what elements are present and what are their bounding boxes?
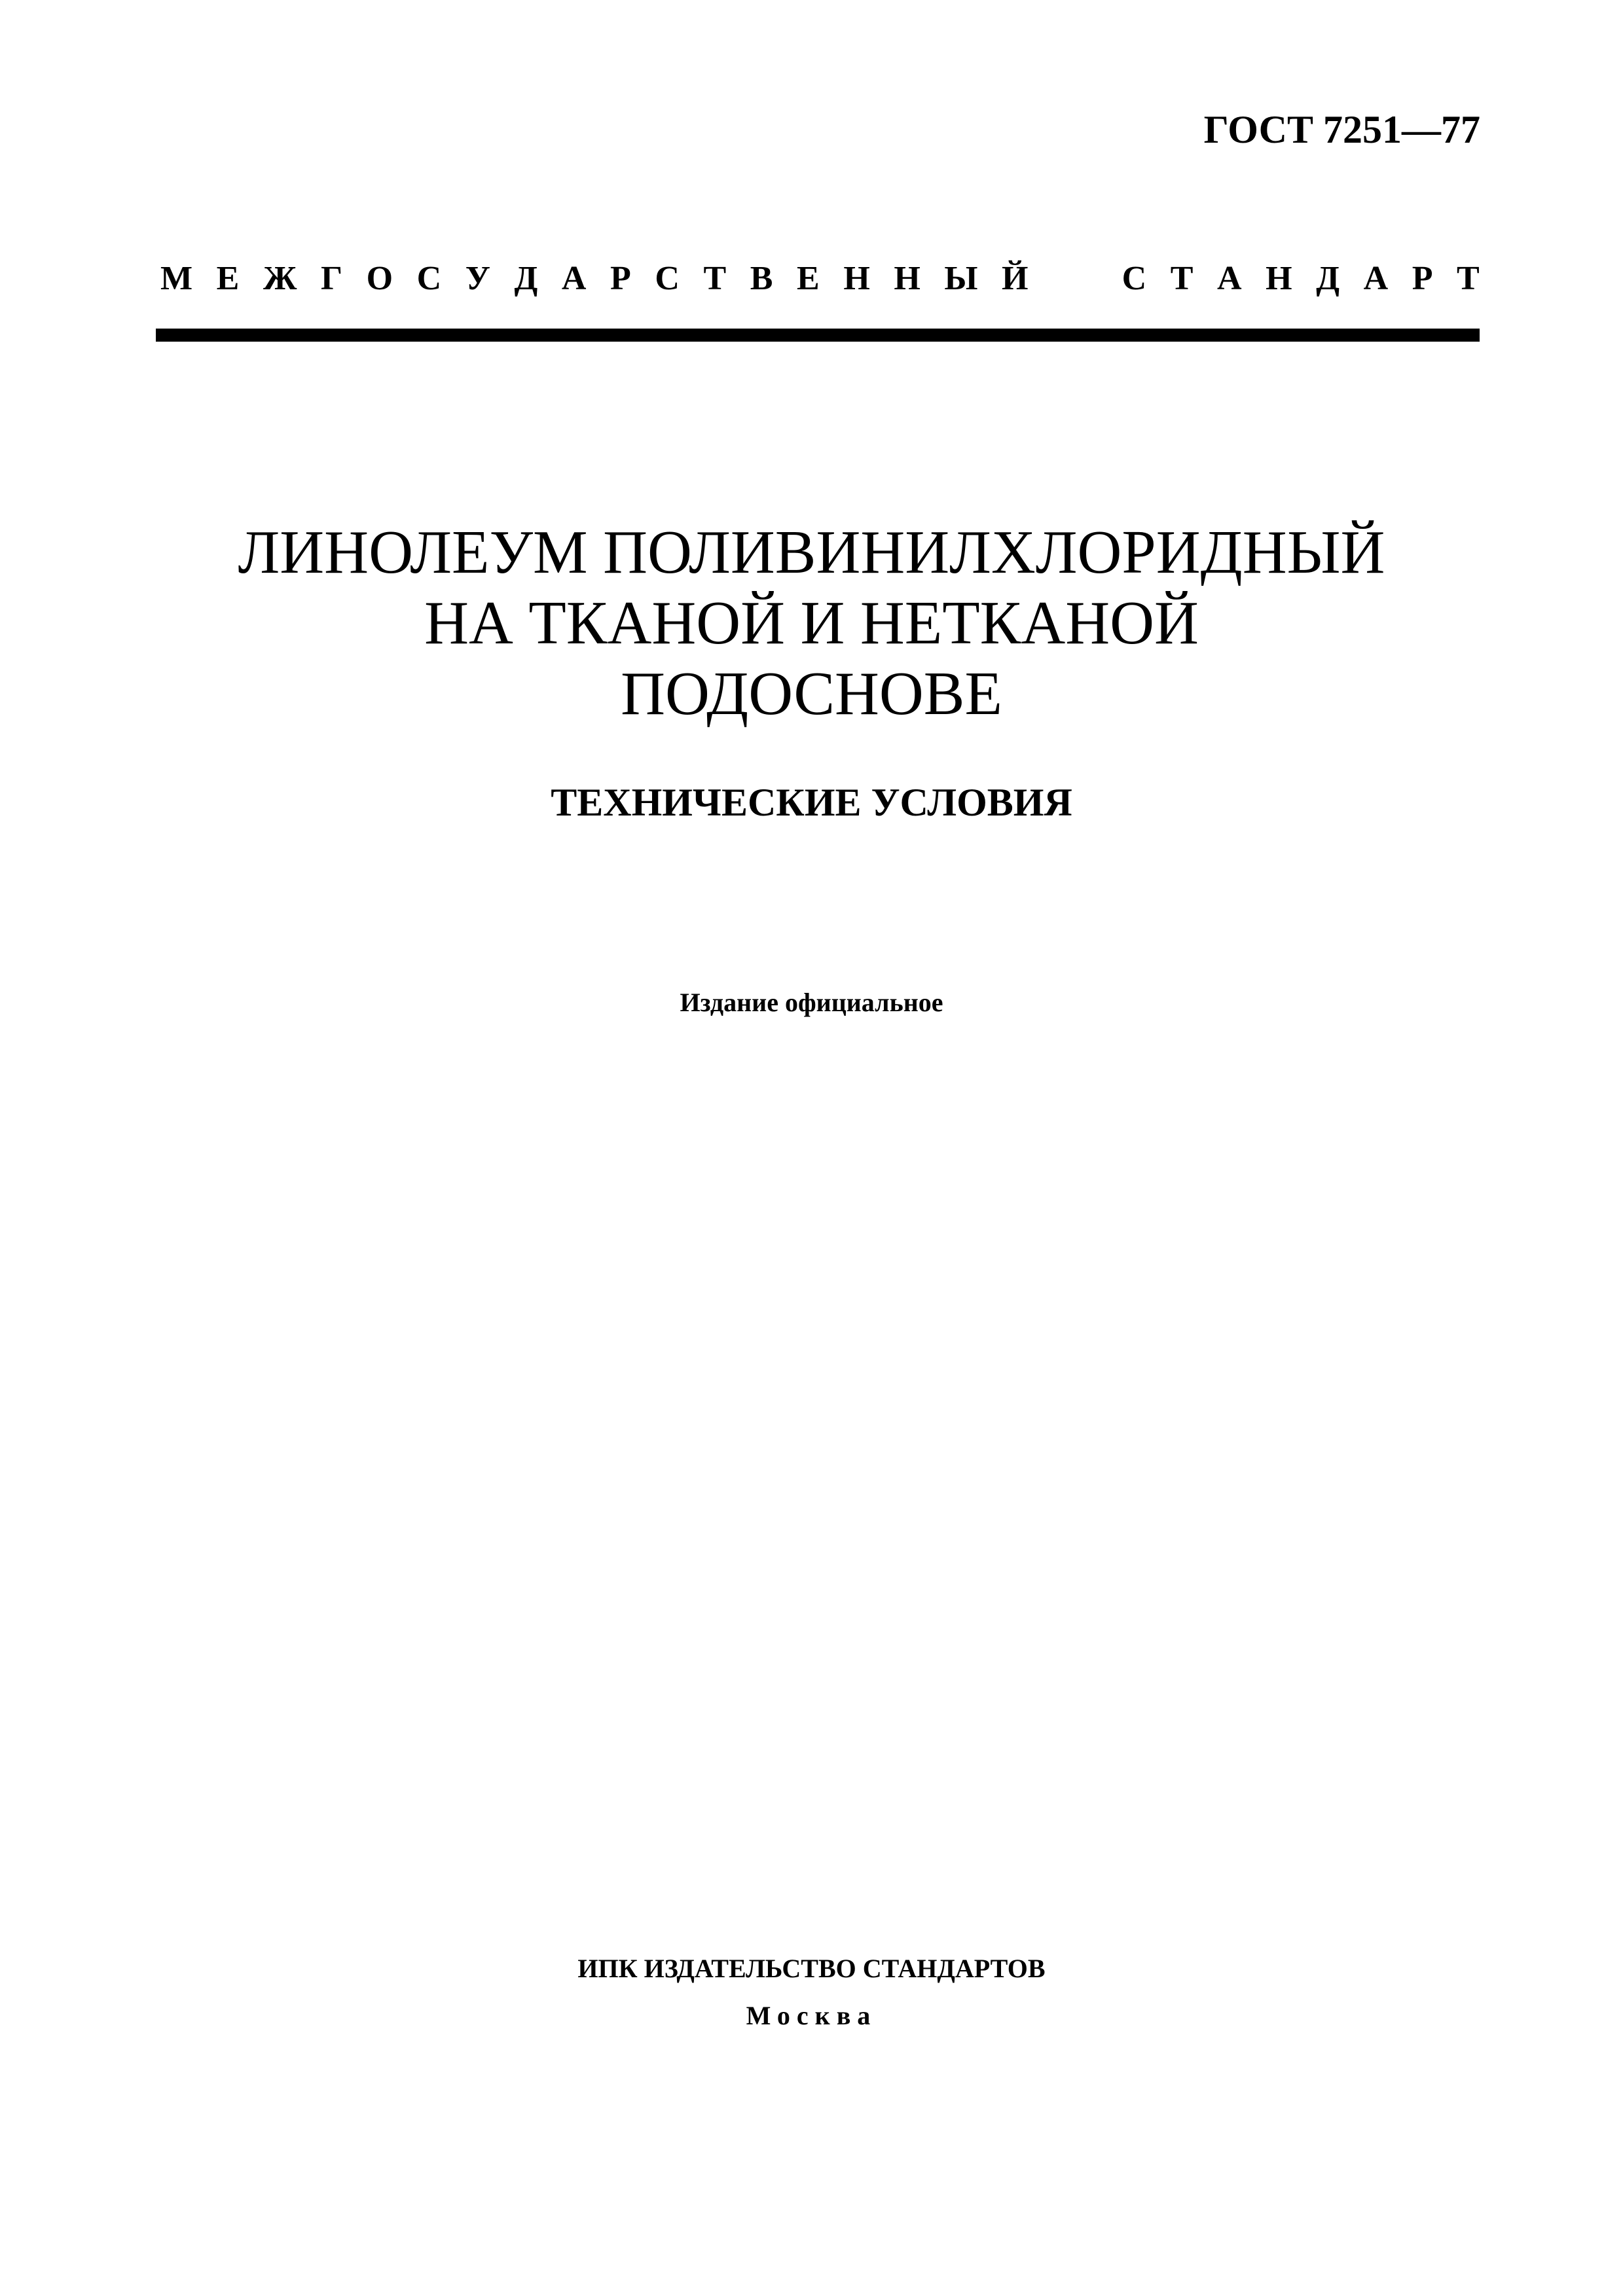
category-word2-letter: Т bbox=[1170, 260, 1194, 297]
category-word2-letter: А bbox=[1217, 260, 1242, 297]
category-word1-letter: Т bbox=[703, 260, 727, 297]
header-rule bbox=[156, 329, 1480, 342]
category-word1-letter: Й bbox=[1002, 260, 1029, 297]
category-word1-letter: Ж bbox=[263, 260, 297, 297]
category-word1-letter: С bbox=[416, 260, 442, 297]
category-word-gap bbox=[1052, 262, 1098, 296]
category-word2-letter: Р bbox=[1412, 260, 1433, 297]
publisher-name: ИПК ИЗДАТЕЛЬСТВО СТАНДАРТОВ bbox=[577, 1954, 1046, 1983]
publisher-city: Москва bbox=[746, 2001, 877, 2030]
document-title bbox=[0, 517, 1623, 729]
category-word2-letter: А bbox=[1363, 260, 1389, 297]
category-word2-letter: Д bbox=[1316, 260, 1340, 297]
category-word1-letter: А bbox=[561, 260, 587, 297]
title-line-2: НА ТКАНОЙ И НЕТКАНОЙ bbox=[424, 589, 1199, 657]
category-word1-letter: Р bbox=[610, 260, 631, 297]
category-word1-letter: В bbox=[750, 260, 773, 297]
standard-category-header bbox=[160, 262, 1480, 296]
category-word1-letter: М bbox=[160, 260, 193, 297]
category-word1-letter: Е bbox=[797, 260, 820, 297]
category-word1-letter: Е bbox=[216, 260, 240, 297]
category-word1-letter: О bbox=[366, 260, 393, 297]
category-word1-letter: Г bbox=[320, 260, 343, 297]
title-line-1: ЛИНОЛЕУМ ПОЛИВИНИЛХЛОРИДНЫЙ bbox=[238, 518, 1385, 586]
category-word2-letter: С bbox=[1122, 260, 1147, 297]
document-number: ГОСТ 7251—77 bbox=[1203, 108, 1480, 151]
edition-note: Издание официальное bbox=[680, 988, 943, 1017]
category-word1-letter: Ы bbox=[944, 260, 978, 297]
category-word1-letter: С bbox=[655, 260, 680, 297]
category-word1-letter: Н bbox=[894, 260, 921, 297]
category-word1-letter: У bbox=[465, 260, 490, 297]
category-word1-letter: Н bbox=[843, 260, 870, 297]
document-subtitle: ТЕХНИЧЕСКИЕ УСЛОВИЯ bbox=[551, 781, 1072, 824]
category-word2-letter: Н bbox=[1266, 260, 1292, 297]
category-word1-letter: Д bbox=[514, 260, 538, 297]
category-word2-letter: Т bbox=[1457, 260, 1480, 297]
title-line-3: ПОДОСНОВЕ bbox=[621, 660, 1002, 728]
